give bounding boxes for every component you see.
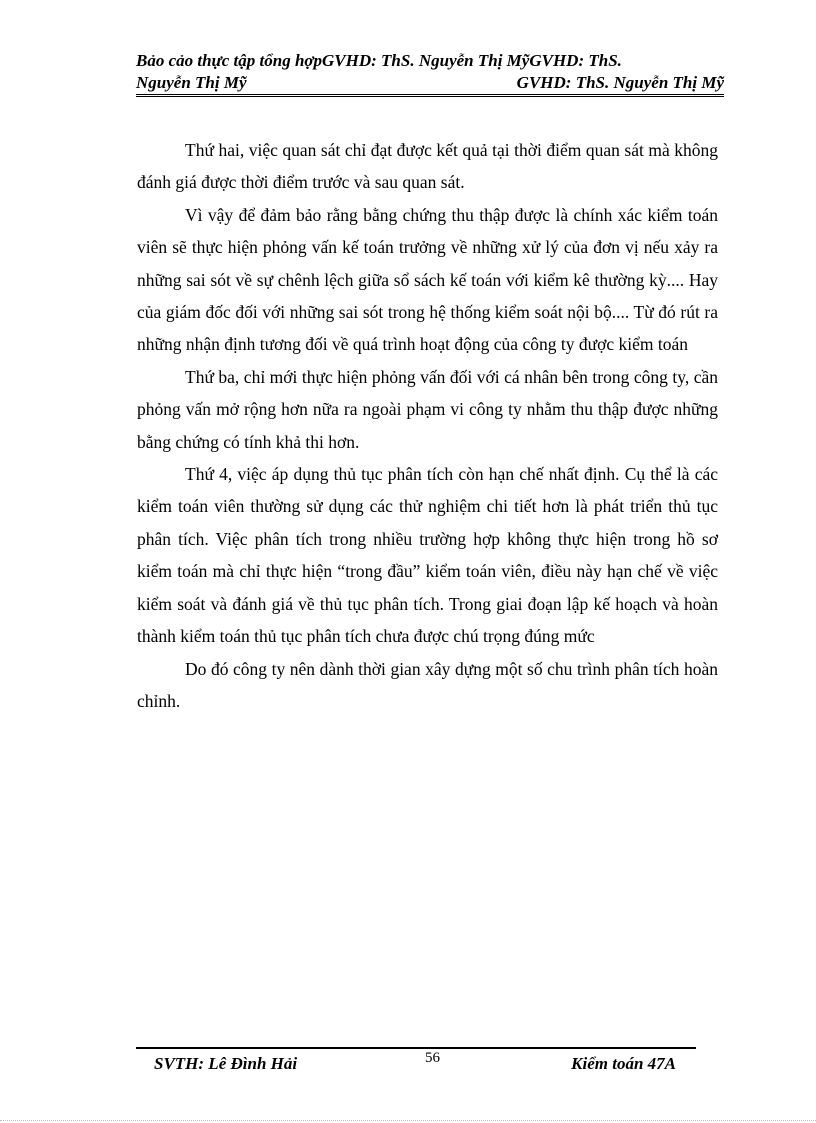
header-advisor-name: Nguyễn Thị Mỹ — [136, 73, 247, 92]
footer-student: SVTH: Lê Đình Hải — [154, 1054, 298, 1073]
paragraph: Do đó công ty nên dành thời gian xây dựng một số chu trình phân tích hoàn chỉnh. — [137, 658, 718, 711]
paragraph: Thứ 4, việc áp dụng thủ tục phân tích còn hạn chế nhất định. Cụ thể là các kiểm toán viên thường sử dụng các thử nghiệm chi tiết hơn là phát triển thủ tục phân tích. Việc phân tích trong nhiều trường hợp không thực hiện trong hồ sơ kiểm toán mà chỉ thực hiện “trong đầu” kiểm toán viên, điều này hạn chế về việc kiểm soát và đánh giá về thủ tục phân tích. Trong giai đoạn lập kế hoạch và hoàn thành kiểm toán thủ tục phân tích chưa được chú trọng đúng mức — [137, 464, 718, 647]
page-edge — [0, 1120, 816, 1121]
document-body — [137, 134, 718, 717]
page-header — [136, 50, 724, 94]
paragraph: Thứ ba, chỉ mới thực hiện phỏng vấn đối với cá nhân bên trong công ty, cần phỏng vấn mở rộng hơn nữa ra ngoài phạm vi công ty nhằm thu thập được những bằng chứng có tính khả thi hơn. — [137, 366, 718, 452]
paragraph: Vì vậy để đảm bảo rằng bằng chứng thu thập được là chính xác kiểm toán viên sẽ thực hiện phỏng vấn kế toán trưởng về những xử lý của đơn vị nếu xảy ra những sai sót về sự chênh lệch giữa sổ sách kế toán với kiểm kê thường kỳ.... Hay của giám đốc đối với những sai sót trong hệ thống kiểm soát nội bộ.... Từ đó rút ra những nhận định tương đối về quá trình hoạt động của công ty được kiểm toán — [137, 204, 718, 355]
paragraph: Thứ hai, việc quan sát chỉ đạt được kết quả tại thời điểm quan sát mà không đánh giá được thời điểm trước và sau quan sát. — [137, 140, 718, 193]
footer-class: Kiểm toán 47A — [571, 1054, 676, 1073]
page-number: 56 — [425, 1050, 440, 1066]
footer-rule — [136, 1047, 696, 1049]
page-footer — [136, 1050, 696, 1080]
header-advisor-repeat: GVHD: ThS. Nguyễn Thị Mỹ — [516, 73, 724, 92]
header-rule — [136, 94, 724, 97]
header-second-line — [136, 72, 724, 94]
header-title-line: Bảo cảo thực tập tổng hợpGVHD: ThS. Nguyễn Thị MỹGVHD: ThS. — [136, 51, 622, 70]
